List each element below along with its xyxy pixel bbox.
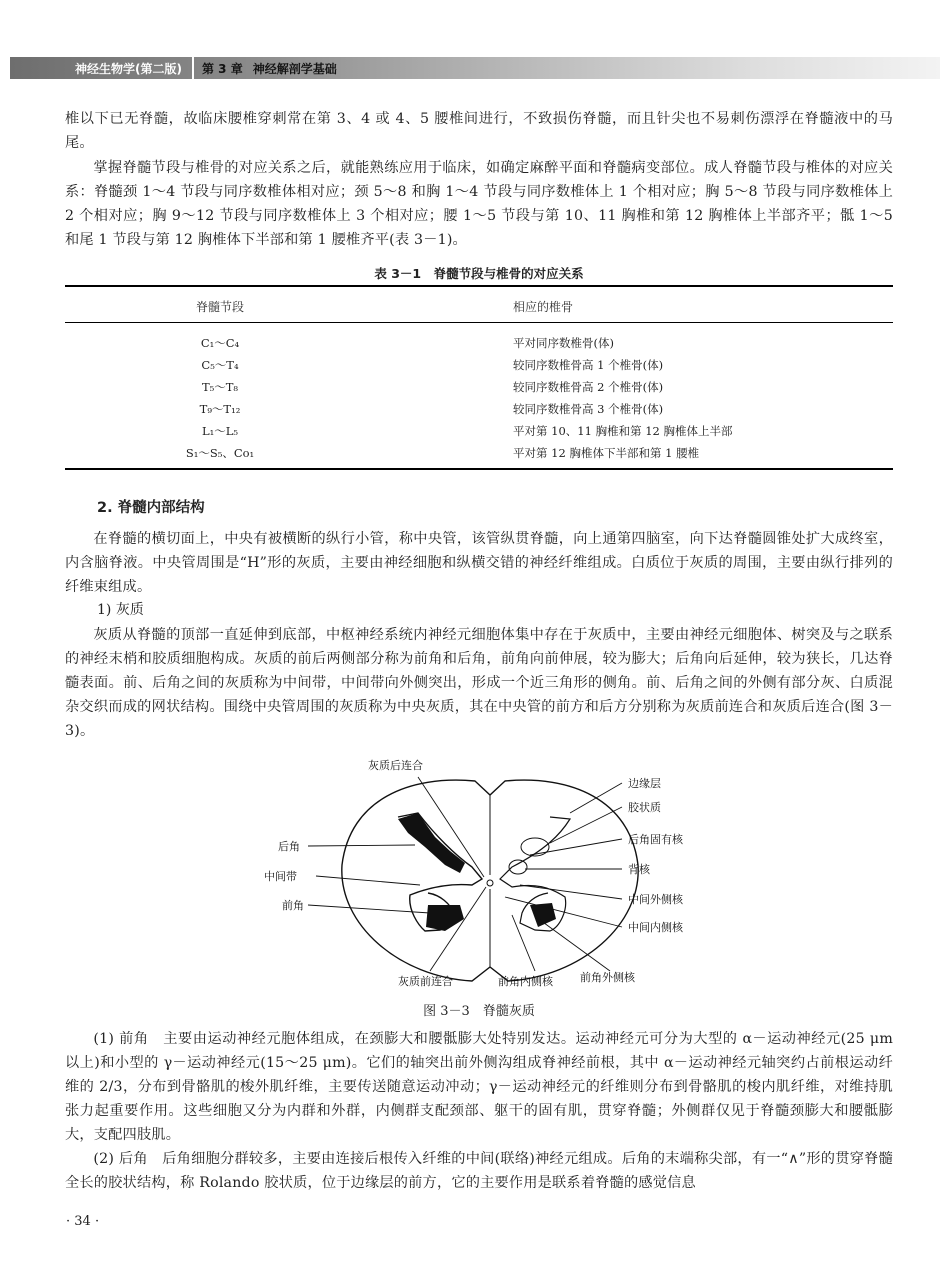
label-dorsal-nucleus: 背核	[628, 863, 650, 876]
table-cell-segment: L₁～L₅	[202, 424, 238, 438]
table-cell-segment: T₉～T₁₂	[199, 402, 241, 416]
label-lateral-anterior-nucleus: 前角外侧核	[580, 971, 635, 984]
table-cell-vertebra: 平对第 12 胸椎体下半部和第 1 腰椎	[513, 446, 700, 460]
label-intermediomedial: 中间内侧核	[628, 921, 683, 934]
table-header-vertebra: 相应的椎骨	[513, 300, 574, 314]
table-cell-vertebra: 较同序数椎骨高 1 个椎骨(体)	[513, 358, 664, 372]
paragraph-6: (2) 后角 后角细胞分群较多，主要由连接后根传入纤维的中间(联络)神经元组成。后角的末端称尖部，有一“∧”形的贯穿脊髓全长的胶状结构，称 Rolando 胶状质，位于边缘层的前方，它的主要作用是联系着脊髓的感觉信息	[65, 1151, 893, 1191]
chapter-name: 神经解剖学基础	[252, 61, 337, 76]
table-title: 表 3－1 脊髓节段与椎骨的对应关系	[374, 266, 584, 281]
label-medial-anterior-nucleus: 前角内侧核	[498, 975, 553, 988]
subheading-gray-matter: 1) 灰质	[97, 602, 144, 618]
label-posterior-commissure: 灰质后连合	[368, 759, 423, 772]
table-header-rule	[65, 322, 893, 323]
label-posterior-horn: 后角	[278, 840, 300, 853]
anterior-horn-left	[426, 905, 464, 931]
table-cell-segment: T₅～T₈	[201, 380, 239, 394]
table-cell-segment: C₅～T₄	[201, 358, 239, 372]
label-anterior-horn: 前角	[282, 899, 304, 912]
section-heading: 2. 脊髓内部结构	[97, 500, 205, 516]
running-header	[10, 57, 940, 79]
label-proper-nucleus: 后角固有核	[628, 833, 683, 846]
paragraph-5: (1) 前角 主要由运动神经元胞体组成，在颈膨大和腰骶膨大处特别发达。运动神经元可分为大型的 α－运动神经元(25 μm 以上)和小型的 γ－运动神经元(15～25 μm)。它们的轴突出前外侧沟组成脊神经前根，其中 α－运动神经元轴突约占前根运动纤维的 2/3，分布到骨骼肌的梭外肌纤维，主要传送随意运动冲动；γ－运动神经元的纤维则分布到骨骼肌的梭内肌纤维，对维持肌张力起重要作用。这些细胞又分为内群和外群，内侧群支配颈部、躯干的固有肌，贯穿脊髓；外侧群仅见于脊髓颈膨大和腰骶膨大，支配四肢肌。	[65, 1031, 893, 1143]
leader-lines	[308, 777, 622, 971]
paragraph-2: 掌握脊髓节段与椎骨的对应关系之后，就能熟练应用于临床，如确定麻醉平面和脊髓病变部位。成人脊髓节段与椎体的对应关系：脊髓颈 1～4 节段与同序数椎体相对应；颈 5～8 和胸 1～4 节段与同序数椎体上 1 个相对应；胸 5～8 节段与同序数椎体上 2 个相对应；胸 9～12 节段与同序数椎体上 3 个相对应；腰 1～5 节段与第 10、11 胸椎和第 12 胸椎体上半部齐平；骶 1～5 和尾 1 节段与第 12 胸椎体下半部和第 1 腰椎齐平(表 3－1)。	[65, 160, 893, 248]
label-anterior-commissure: 灰质前连合	[398, 975, 453, 988]
chapter-title	[194, 60, 347, 77]
table-cell-segment: S₁～S₅、Co₁	[185, 446, 255, 460]
table-top-rule	[65, 285, 893, 287]
table-header-segment: 脊髓节段	[195, 300, 244, 314]
table-cell-vertebra: 平对同序数椎骨(体)	[513, 336, 614, 350]
chapter-number: 第 3 章	[201, 61, 243, 76]
label-marginal-layer: 边缘层	[628, 777, 661, 790]
table-bottom-rule	[65, 468, 893, 470]
label-gelatinous: 胶状质	[628, 801, 661, 814]
spinal-cord-figure	[250, 755, 730, 995]
label-intermediolateral: 中间外侧核	[628, 893, 683, 906]
table-cell-vertebra: 较同序数椎骨高 3 个椎骨(体)	[513, 402, 664, 416]
central-canal	[487, 880, 493, 886]
page-number: · 34 ·	[66, 1214, 100, 1229]
paragraph-3: 在脊髓的横切面上，中央有被横断的纵行小管，称中央管，该管纵贯脊髓，向上通第四脑室，向下达脊髓圆锥处扩大成终室，内含脑脊液。中央管周围是“H”形的灰质，主要由神经细胞和纵横交错的神经纤维组成。白质位于灰质的周围，主要由纵行排列的纤维束组成。	[65, 531, 893, 595]
book-title: 神经生物学(第二版)	[75, 61, 182, 76]
paragraph-1: 椎以下已无脊髓，故临床腰椎穿刺常在第 3、4 或 4、5 腰椎间进行，不致损伤脊髓，而且针尖也不易刺伤漂浮在脊髓液中的马尾。	[65, 111, 893, 151]
table-cell-vertebra: 平对第 10、11 胸椎和第 12 胸椎体上半部	[513, 424, 733, 438]
label-intermediate-zone: 中间带	[264, 870, 297, 883]
figure-caption: 图 3－3 脊髓灰质	[423, 1004, 535, 1019]
table-cell-vertebra: 较同序数椎骨高 2 个椎骨(体)	[513, 380, 664, 394]
posterior-horn-left	[398, 813, 465, 873]
paragraph-4: 灰质从脊髓的顶部一直延伸到底部，中枢神经系统内神经元细胞体集中存在于灰质中，主要由神经元细胞体、树突及与之联系的神经末梢和胶质细胞构成。灰质的前后两侧部分称为前角和后角，前角向前伸展，较为膨大；后角向后延伸，较为狭长，几达脊髓表面。前、后角之间的灰质称为中间带，中间带向外侧突出，形成一个近三角形的侧角。前、后角之间的外侧有部分灰、白质混杂交织而成的网状结构。围绕中央管周围的灰质称为中央灰质，其在中央管的前方和后方分别称为灰质前连合和灰质后连合(图 3－3)。	[65, 627, 893, 739]
table-cell-segment: C₁～C₄	[200, 336, 240, 350]
